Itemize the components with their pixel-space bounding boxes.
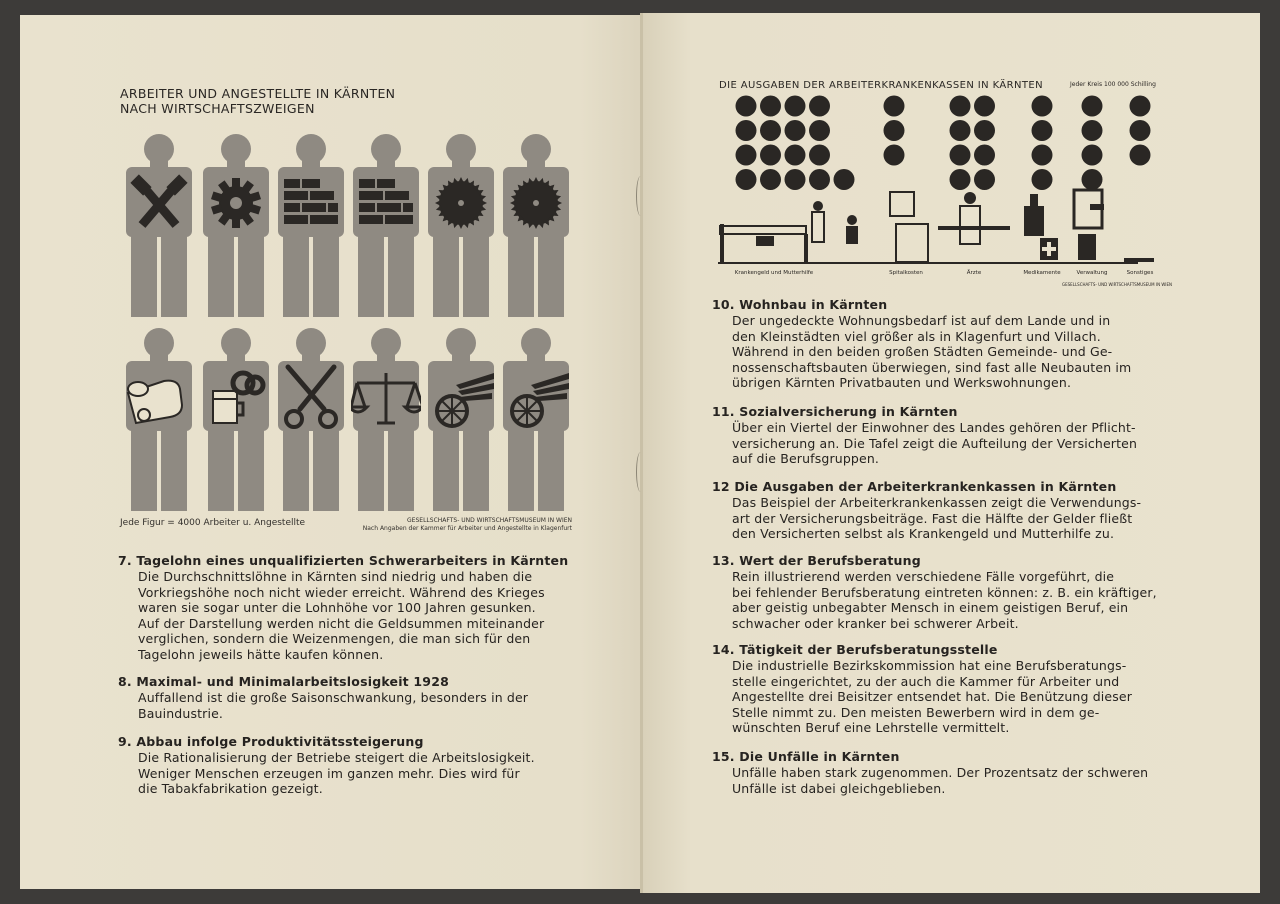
figure-source-line: GESELLSCHAFTS- UND WIRTSCHAFTSMUSEUM IN WIEN <box>407 517 572 524</box>
body-line: bei fehlender Berufsberatung eintreten können: z. B. ein kräftiger, <box>732 584 1157 600</box>
section-title: Die Ausgaben der Arbeiterkrankenkassen in Kärnten <box>729 479 1117 494</box>
section-body <box>732 495 1141 542</box>
section-title: Tätigkeit der Berufsberatungsstelle <box>734 642 998 657</box>
expense-circle-group <box>1082 96 1103 191</box>
health-insurance-expenses-chart <box>716 94 1176 290</box>
section-heading <box>118 673 528 690</box>
expense-circle <box>785 145 806 166</box>
section-heading <box>118 552 568 569</box>
expense-circle <box>974 169 995 190</box>
section-body <box>732 765 1148 796</box>
saw-blade-icon <box>435 177 487 229</box>
text-section <box>712 748 1148 796</box>
body-line: Die industrielle Bezirkskommission hat eine Berufsberatungs- <box>732 658 1127 673</box>
section-heading <box>118 733 535 750</box>
expense-circle <box>1082 145 1103 166</box>
worker-figure <box>351 133 421 319</box>
expense-circle <box>950 96 971 117</box>
body-line: Unfälle haben stark zugenommen. Der Prozentsatz der schweren <box>732 765 1149 780</box>
section-number: 9. <box>118 734 132 749</box>
worker-figure <box>501 327 571 513</box>
body-line: Die Durchschnittslöhne in Kärnten sind niedrig und haben die <box>138 569 533 584</box>
section-number: 7. <box>118 553 132 568</box>
expense-category-label: Medikamente <box>1023 270 1061 276</box>
right-chart-title: DIE AUSGABEN DER ARBEITERKRANKENKASSEN IN KÄRNTEN <box>719 80 1043 91</box>
expense-circle <box>884 145 905 166</box>
expense-circle <box>1130 120 1151 141</box>
section-number: 12 <box>712 479 730 494</box>
section-number: 13. <box>712 553 735 568</box>
worker-figure <box>124 133 194 319</box>
right-chart-note: Jeder Kreis 100 000 Schilling <box>1070 81 1156 88</box>
text-section <box>712 478 1141 542</box>
section-number: 15. <box>712 749 735 764</box>
worker-figure <box>426 133 496 319</box>
expense-circle-group <box>736 96 855 191</box>
figure-legend: Jede Figur = 4000 Arbeiter u. Angestellte <box>120 518 306 528</box>
body-line: Rein illustrierend werden verschiedene Fälle vorgeführt, die <box>732 569 1115 584</box>
body-line: die Tabakfabrikation gezeigt. <box>138 781 323 796</box>
worker-figure <box>426 327 496 513</box>
expense-circle-group <box>950 96 996 191</box>
expense-circle <box>809 96 830 117</box>
expense-circle <box>1130 96 1151 117</box>
body-line: Vorkriegshöhe noch nicht wieder erreicht. Während des Krieges <box>138 584 545 600</box>
body-line: verglichen, sondern die Weizenmengen, die man sich für den <box>138 631 531 646</box>
expense-category-label: Sonstiges <box>1126 270 1154 276</box>
expense-circle <box>809 145 830 166</box>
worker-figure <box>276 327 346 513</box>
body-line: Die Rationalisierung der Betriebe steigert die Arbeitslosigkeit. <box>138 750 535 765</box>
section-title: Wohnbau in Kärnten <box>734 297 888 312</box>
section-body <box>732 569 1157 631</box>
chart-source: GESELLSCHAFTS- UND WIRTSCHAFTSMUSEUM IN WIEN <box>1062 282 1172 287</box>
expense-circle <box>760 145 781 166</box>
section-title: Maximal- und Minimalarbeitslosigkeit 1928 <box>131 674 449 689</box>
body-line: übrigen Kärnten Privatbauten und Werkswohnungen. <box>732 375 1072 390</box>
text-section <box>712 296 1131 391</box>
body-line: Tagelohn jeweils hätte kaufen können. <box>138 646 384 662</box>
body-line: aber geistig unbegabter Mensch in einem geistigen Beruf, ein <box>732 600 1129 615</box>
expense-category-label: Spitalkosten <box>889 270 923 276</box>
worker-figure <box>124 327 194 513</box>
expense-category-label: Krankengeld und Mutterhilfe <box>734 270 814 276</box>
expense-circle <box>809 169 830 190</box>
section-number: 14. <box>712 642 735 657</box>
body-line: Unfälle ist dabei gleichgeblieben. <box>732 780 946 796</box>
binding-stitch <box>636 176 645 216</box>
body-line: auf die Berufsgruppen. <box>732 451 880 466</box>
worker-figure <box>501 133 571 319</box>
expense-circle <box>884 96 905 117</box>
expense-circle <box>974 120 995 141</box>
left-chart-title <box>120 86 395 116</box>
section-body <box>732 313 1131 391</box>
section-body <box>732 420 1137 467</box>
medicine-scene <box>1024 194 1058 260</box>
text-section <box>118 673 528 721</box>
doctor-scene <box>938 192 1010 244</box>
left-chart-title-line: NACH WIRTSCHAFTSZWEIGEN <box>120 101 315 116</box>
expense-circle <box>1032 145 1053 166</box>
expense-circle <box>1032 120 1053 141</box>
expense-circle <box>1032 96 1053 117</box>
saw-blade-icon <box>510 177 562 229</box>
body-line: versicherung an. Die Tafel zeigt die Aufteilung der Versicherten <box>732 435 1138 451</box>
section-heading <box>712 641 1132 658</box>
section-title: Abbau infolge Produktivitätssteigerung <box>131 734 424 749</box>
body-line: Während in den beiden großen Städten Gemeinde- und Ge- <box>732 344 1113 359</box>
body-line: den Versicherten selbst als Krankengeld und Mutterhilfe zu. <box>732 526 1115 541</box>
worker-figure <box>201 327 271 513</box>
body-line: Das Beispiel der Arbeiterkrankenkassen zeigt die Verwendungs- <box>732 495 1142 510</box>
text-section <box>712 403 1137 467</box>
section-number: 11. <box>712 404 735 419</box>
expense-circle-group <box>1130 96 1151 166</box>
expense-category-label: Ärzte <box>966 270 982 276</box>
body-line: Der ungedeckte Wohnungsbedarf ist auf dem Lande und in <box>732 313 1111 328</box>
worker-figure <box>351 327 421 513</box>
expense-circle <box>1082 120 1103 141</box>
body-line: Angestellte drei Beisitzer entsendet hat. Die Benützung dieser <box>732 689 1133 704</box>
expense-category-label: Verwaltung <box>1076 270 1108 276</box>
other-bar <box>1124 258 1154 262</box>
expense-circle <box>760 169 781 190</box>
expense-circle <box>736 145 757 166</box>
body-line: Über ein Viertel der Einwohner des Landes gehören der Pflicht- <box>732 420 1136 435</box>
section-heading <box>712 478 1141 495</box>
expense-circle <box>736 169 757 190</box>
section-body <box>732 658 1132 736</box>
expense-circle <box>884 120 905 141</box>
expense-circle <box>785 169 806 190</box>
section-body <box>138 750 535 797</box>
section-title: Wert der Berufsberatung <box>734 553 921 568</box>
expense-circle <box>1082 169 1103 190</box>
expense-circle <box>809 120 830 141</box>
section-title: Die Unfälle in Kärnten <box>734 749 900 764</box>
expense-circle <box>1032 169 1053 190</box>
expense-circle <box>1130 145 1151 166</box>
expense-circle-group <box>884 96 905 166</box>
expense-circle <box>950 145 971 166</box>
body-line: Weniger Menschen erzeugen im ganzen mehr. Dies wird für <box>138 765 520 781</box>
body-line: Stelle nimmt zu. Den meisten Bewerbern wird in dem ge- <box>732 704 1100 720</box>
worker-figure <box>276 133 346 319</box>
section-number: 10. <box>712 297 735 312</box>
section-number: 8. <box>118 674 132 689</box>
body-line: Bauindustrie. <box>138 705 224 721</box>
expense-circle <box>736 120 757 141</box>
expense-circle <box>974 96 995 117</box>
paper-roll-icon <box>128 381 182 423</box>
sickbed-mother-scene <box>720 201 858 262</box>
administration-scene <box>1074 190 1104 260</box>
section-title: Sozialversicherung in Kärnten <box>734 404 958 419</box>
section-heading <box>712 552 1157 569</box>
section-body <box>138 569 568 662</box>
section-heading <box>712 296 1131 313</box>
text-section <box>712 641 1132 736</box>
section-title: Tagelohn eines unqualifizierten Schwerarbeiters in Kärnten <box>131 553 569 568</box>
left-chart-title-line: ARBEITER UND ANGESTELLTE IN KÄRNTEN <box>120 86 396 101</box>
expense-circle <box>736 96 757 117</box>
expense-circle <box>834 169 855 190</box>
text-section <box>118 552 568 662</box>
worker-figure <box>201 133 271 319</box>
body-line: nossenschaftsbauten überwiegen, sind fast alle Neubauten im <box>732 359 1132 375</box>
figure-source-line: Nach Angaben der Kammer für Arbeiter und Angestellte in Klagenfurt <box>362 525 572 532</box>
figure-source <box>356 517 572 533</box>
expense-circle-group <box>1032 96 1053 191</box>
body-line: Auffallend ist die große Saisonschwankung, besonders in der <box>138 690 529 705</box>
expense-circle <box>785 96 806 117</box>
expense-circle <box>974 145 995 166</box>
text-section <box>712 552 1157 631</box>
expense-circle <box>1082 96 1103 117</box>
hospital-bed-scene <box>890 192 928 262</box>
expense-circle <box>760 120 781 141</box>
body-line: art der Versicherungsbeiträge. Fast die Hälfte der Gelder fließt <box>732 510 1133 526</box>
expense-circle <box>950 120 971 141</box>
section-heading <box>712 748 1148 765</box>
expense-circle <box>950 169 971 190</box>
body-line: Auf der Darstellung werden nicht die Geldsummen miteinander <box>138 615 545 631</box>
worker-figure-grid <box>124 133 574 519</box>
body-line: wünschten Beruf eine Lehrstelle vermittelt. <box>732 720 1010 735</box>
section-body <box>138 690 528 721</box>
body-line: stelle eingerichtet, zu der auch die Kammer für Arbeiter und <box>732 673 1120 689</box>
section-heading <box>712 403 1137 420</box>
expense-circle <box>785 120 806 141</box>
body-line: den Kleinstädten viel größer als in Klagenfurt und Villach. <box>732 328 1101 344</box>
expense-circle <box>760 96 781 117</box>
body-line: waren sie sogar unter die Lohnhöhe vor 100 Jahren gesunken. <box>138 600 536 615</box>
text-section <box>118 733 535 797</box>
body-line: schwacher oder kranker bei schwerer Arbeit. <box>732 615 1019 631</box>
binding-stitch <box>636 452 645 492</box>
